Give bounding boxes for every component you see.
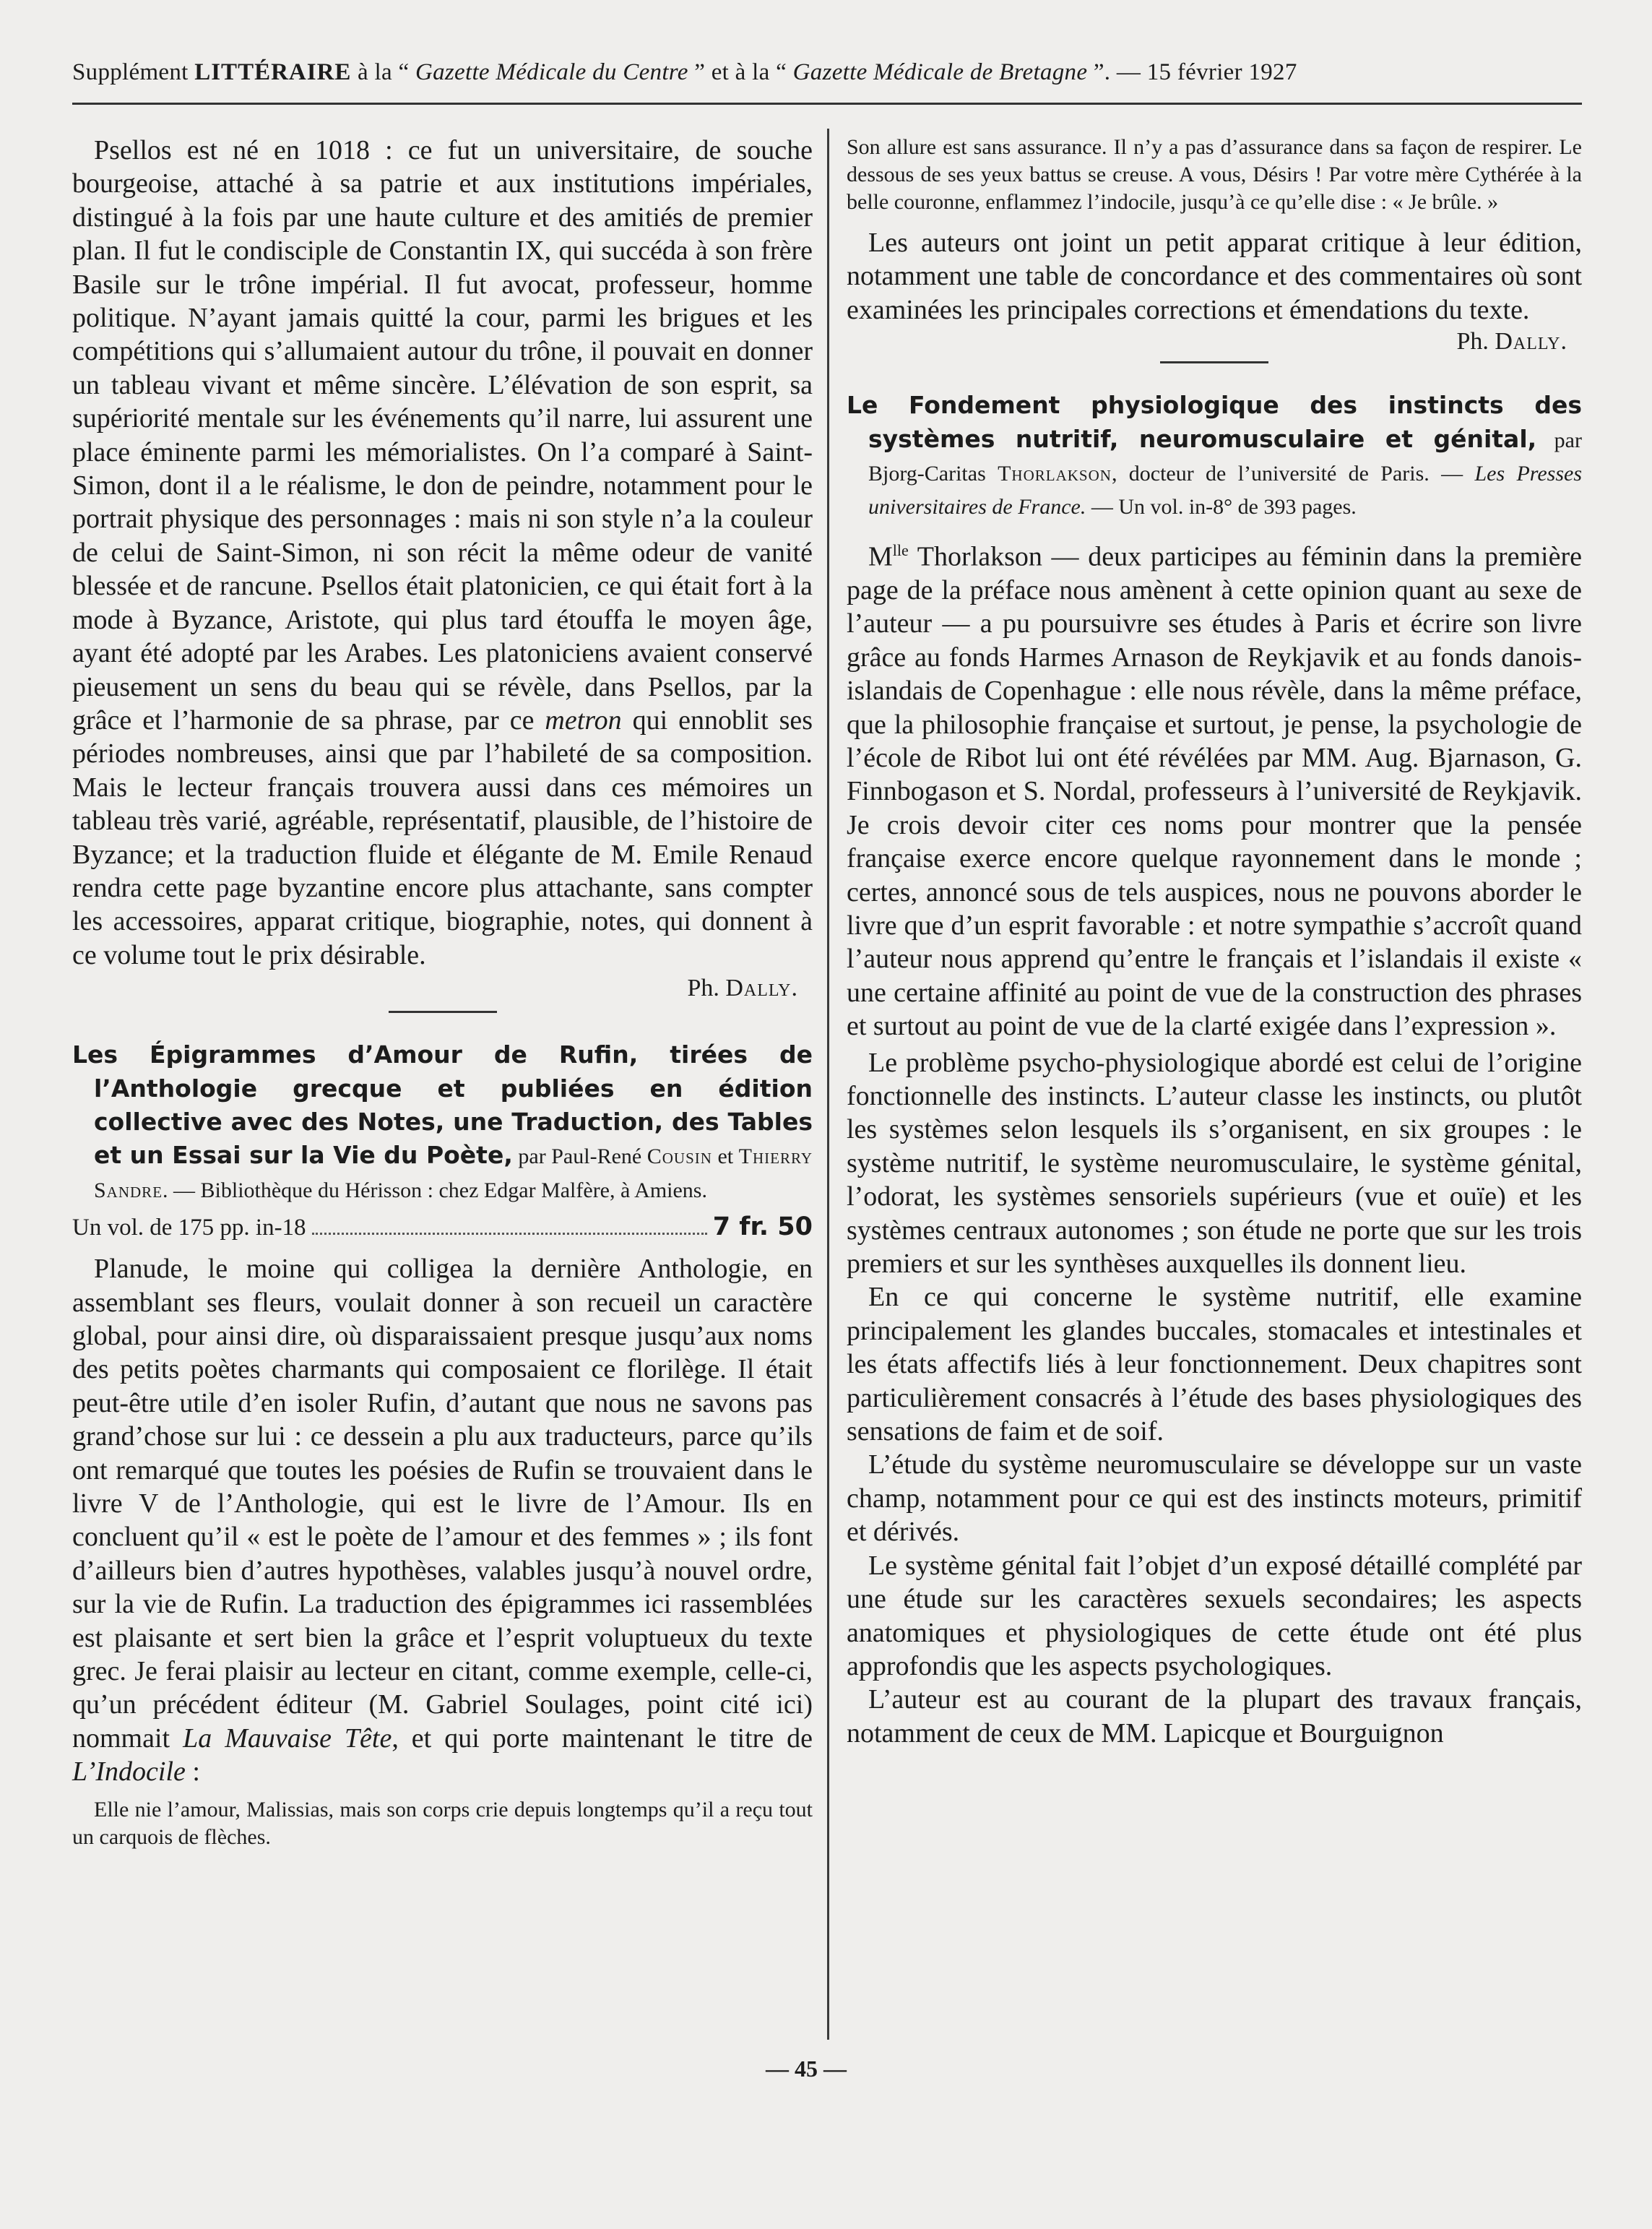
signature-ph: Ph. bbox=[687, 975, 719, 1002]
auteur-paragraph: L’auteur est au courant de la plupart des travaux français, notamment de ceux de MM. Lapicque et Bourguignon bbox=[847, 1684, 1582, 1749]
left-column bbox=[72, 134, 813, 1851]
quote-epigram: Elle nie l’amour, Malissias, mais son corps crie depuis longtemps qu’il a reçu tout un carquois de flèches. bbox=[72, 1797, 813, 1849]
header-gazette-centre: Gazette Médicale du Centre bbox=[415, 59, 688, 85]
nutritif-paragraph: En ce qui concerne le système nutritif, elle examine principalement les glandes buccales, stomacales et intestinales et les états affectifs liés à leur fonctionnement. Deux chapitres sont particulièrement consacrés à l’étude des bases physiologiques des sensations de faim et de soif. bbox=[847, 1282, 1582, 1447]
signature-dally-2 bbox=[847, 328, 1567, 355]
header-text: à la “ bbox=[351, 59, 415, 85]
review-title: Les Épigrammes d’Amour de Rufin, tirées de l’Anthologie grecque et publiées en édition collective avec des Notes, une Traduction, des Tables et un Essai sur la Vie du Poète, bbox=[72, 1040, 813, 1170]
section-separator bbox=[389, 1011, 497, 1013]
volume-info: — Un vol. in-8° de 393 pages. bbox=[1086, 495, 1357, 519]
signature-name: Dally. bbox=[725, 975, 798, 1002]
review-title: Le Fondement physiologique des instincts des systèmes nutritif, neuromusculaire et génital, bbox=[847, 391, 1582, 453]
header-gazette-bretagne: Gazette Médicale de Bretagne bbox=[792, 59, 1088, 85]
title-italic: La Mauvaise Tête bbox=[183, 1723, 392, 1754]
review-meta: , docteur de l’université de Paris. — bbox=[1111, 462, 1475, 486]
neuromusculaire-paragraph: L’étude du système neuromusculaire se développe sur un vaste champ, notamment pour ce qui est des instincts moteurs, primitif et dérivés. bbox=[847, 1449, 1582, 1548]
author-name: Cousin bbox=[646, 1144, 712, 1169]
header-text: ” et à la “ bbox=[688, 59, 793, 85]
signature-name: Dally. bbox=[1495, 328, 1567, 355]
review-heading bbox=[72, 1038, 813, 1205]
header-date: ”. — 15 février 1927 bbox=[1087, 59, 1297, 85]
paragraph-text: M bbox=[868, 541, 893, 572]
paragraph-text: qui ennoblit ses périodes nombreuses, ainsi que par l’habileté de sa composition. Mais le lecteur français trouvera aussi dans ces mémoires un tableau très varié, agréable, représentatif, plausible, de l’histoire de Byzance; et la traduction fluide et élégante de M. Emile Renaud rendra cette page byzantine encore plus attachante, sans compter les accessoires, apparat critique, biographie, notes, qui donnent à ce volume tout le prix désirable. bbox=[72, 704, 813, 970]
apparat-paragraph: Les auteurs ont joint un petit apparat critique à leur édition, notamment une table de concordance et des commentaires où sont examinées les principales corrections et émendations du texte. bbox=[847, 228, 1582, 325]
metron-italic: metron bbox=[545, 704, 622, 736]
author-name: Thorlakson bbox=[998, 462, 1112, 486]
paragraph-text: Thorlakson — deux participes au féminin dans la première page de la préface nous amènent à cette opinion quant au sexe de l’auteur — a pu poursuivre ses études à Paris et écrire son livre grâce au fonds Harmes Arnason de Reykjavik et au fonds danois-islandais de Copenhague : elle nous révèle, dans la même préface, que la philosophie française et surtout, je pense, la psychologie de l’école de Ribot lui ont été révélées par MM. Aug. Bjarnason, G. Finnbogason et S. Nordal, professeurs à l’université de Reykjavik. Je crois devoir citer ces noms pour montrer que la pensée française exerce encore quelque rayonnement dans le monde ; certes, annoncé sous de tels auspices, nous ne pouvons aborder le livre que d’un esprit favorable : et notre sympathie s’accroît quand l’auteur nous apprend qu’entre le français et l’islandais il existe « une certaine affinité au point de vue de la construction des phrases et surtout au point de vue de la clarté exigée dans l’expression ». bbox=[847, 541, 1582, 1042]
signature-dally-1 bbox=[72, 975, 798, 1002]
author-name: Thierry Sandre bbox=[94, 1144, 813, 1202]
publisher-info: . — Bibliothèque du Hérisson : chez Edgar Malfère, à Amiens. bbox=[163, 1178, 707, 1202]
page-header bbox=[72, 59, 1582, 86]
paragraph-text: : bbox=[185, 1756, 200, 1788]
section-separator bbox=[1160, 361, 1268, 363]
paragraph-text: Psellos est né en 1018 : ce fut un universitaire, de souche bourgeoise, attaché à sa patrie et aux institutions impériales, distingué à la fois par une haute culture et des amitiés de premier plan. Il fut le condisciple de Constantin IX, qui succéda à son frère Basile sur le trône impérial. Il fut avocat, professeur, homme politique. N’ayant jamais quitté la cour, parmi les brigues et les compétitions qui s’allumaient autour du trône, il pouvait en donner un tableau vivant et même sincère. L’élévation de son esprit, sa supériorité mentale sur les événements qu’il narre, lui assurent une place éminente parmi les mémorialistes. On l’a comparé à Saint-Simon, dont il a le réalisme, le don de peindre, notamment pour le portrait physique des personnages : mais ni son style n’a la couleur de celui de Saint-Simon, ni son récit la même odeur de vanité blessée et de rancune. Psellos était platonicien, ce qui était fort à la mode à Byzance, Aristote, qui plus tard étouffa le moyen âge, ayant été adopté par les Arabes. Les platoniciens avaient conservé pieusement un sens du beau qui se révèle, dans Psellos, par la grâce et l’harmonie de sa phrase, par ce bbox=[72, 135, 813, 736]
leader-dots bbox=[312, 1233, 707, 1235]
psellos-paragraph bbox=[72, 134, 813, 972]
genital-paragraph: Le système génital fait l’objet d’un exposé détaillé complété par une étude sur les caractères sexuels secondaires; les aspects anatomiques et physiologiques de cette étude ont été plus approfondis que les aspects psychologiques. bbox=[847, 1550, 1582, 1681]
header-rule bbox=[72, 103, 1582, 105]
title-italic: L’Indocile bbox=[72, 1756, 186, 1788]
header-litteraire: LITTÉRAIRE bbox=[194, 59, 352, 85]
review-meta: et bbox=[712, 1144, 739, 1169]
right-column bbox=[847, 134, 1582, 1750]
review-meta: par Bjorg-Caritas bbox=[868, 428, 1582, 486]
review-rufin bbox=[72, 1038, 813, 1243]
price: 7 fr. 50 bbox=[712, 1212, 813, 1242]
header-prefix: Supplément bbox=[72, 59, 195, 85]
superscript: lle bbox=[892, 540, 909, 559]
column-divider bbox=[827, 129, 829, 2040]
review-heading bbox=[847, 388, 1582, 522]
page-number: — 45 — bbox=[766, 2056, 847, 2082]
review-fondement bbox=[847, 388, 1582, 522]
probleme-paragraph: Le problème psycho-physiologique abordé est celui de l’origine fonctionnelle des instincts. L’auteur classe les instincts, ou plutôt les systèmes selon lesquels ils s’organisent, en six groupes : le système nutritif, le système neuromusculaire, le système génital, l’odorat, les systèmes sensoriels supérieurs (vue et ouïe) et les systèmes centraux autonomes ; son étude ne porte que sur les trois premiers et sur les synthèses auxquelles ils donnent lieu. bbox=[847, 1047, 1582, 1280]
paragraph-text: Planude, le moine qui colligea la dernière Anthologie, en assemblant ses fleurs, voulait donner à son recueil un caractère global, pour ainsi dire, où disparaissaient presque jusqu’aux noms des petits poètes charmants qui composaient ce florilège. Il était peut-être utile d’en isoler Rufin, d’autant que nous ne savons pas grand’chose sur lui : ce dessein a plu aux traducteurs, parce qu’ils ont remarqué que toutes les poésies de Rufin se trouvaient dans le livre V de l’Anthologie, qui est le livre de l’Amour. Ils en concluent qu’il « est le poète de l’amour et des femmes » ; ils font d’ailleurs bien d’autres hypothèses, valables jusqu’à nouvel ordre, sur la vie de Rufin. La traduction des épigrammes ici rassemblées est plaisante et sert bien la grâce et l’esprit voluptueux du texte grec. Je ferai plaisir au lecteur en citant, comme exemple, celle-ci, qu’un précédent éditeur (M. Gabriel Soulages, point cité ici) nommait bbox=[72, 1254, 813, 1754]
paragraph-text: , et qui porte maintenant le titre de bbox=[392, 1723, 813, 1754]
signature-ph: Ph. bbox=[1456, 328, 1489, 355]
thorlakson-paragraph bbox=[847, 534, 1582, 1043]
volume-price-line bbox=[72, 1211, 813, 1243]
planude-paragraph bbox=[72, 1252, 813, 1789]
publisher-info: Les Presses universitaires de France. bbox=[868, 462, 1582, 519]
review-meta: par Paul-René bbox=[512, 1144, 647, 1169]
volume-info: Un vol. de 175 pp. in-18 bbox=[72, 1215, 306, 1241]
quote-epigram-continued: Son allure est sans assurance. Il n’y a pas d’assurance dans sa façon de respirer. Le dessous de ses yeux battus se creuse. A vous, Désirs ! Par votre mère Cythérée à la belle couronne, enflammez l’indocile, jusqu’à ce qu’elle dise : « Je brûle. » bbox=[847, 135, 1582, 214]
